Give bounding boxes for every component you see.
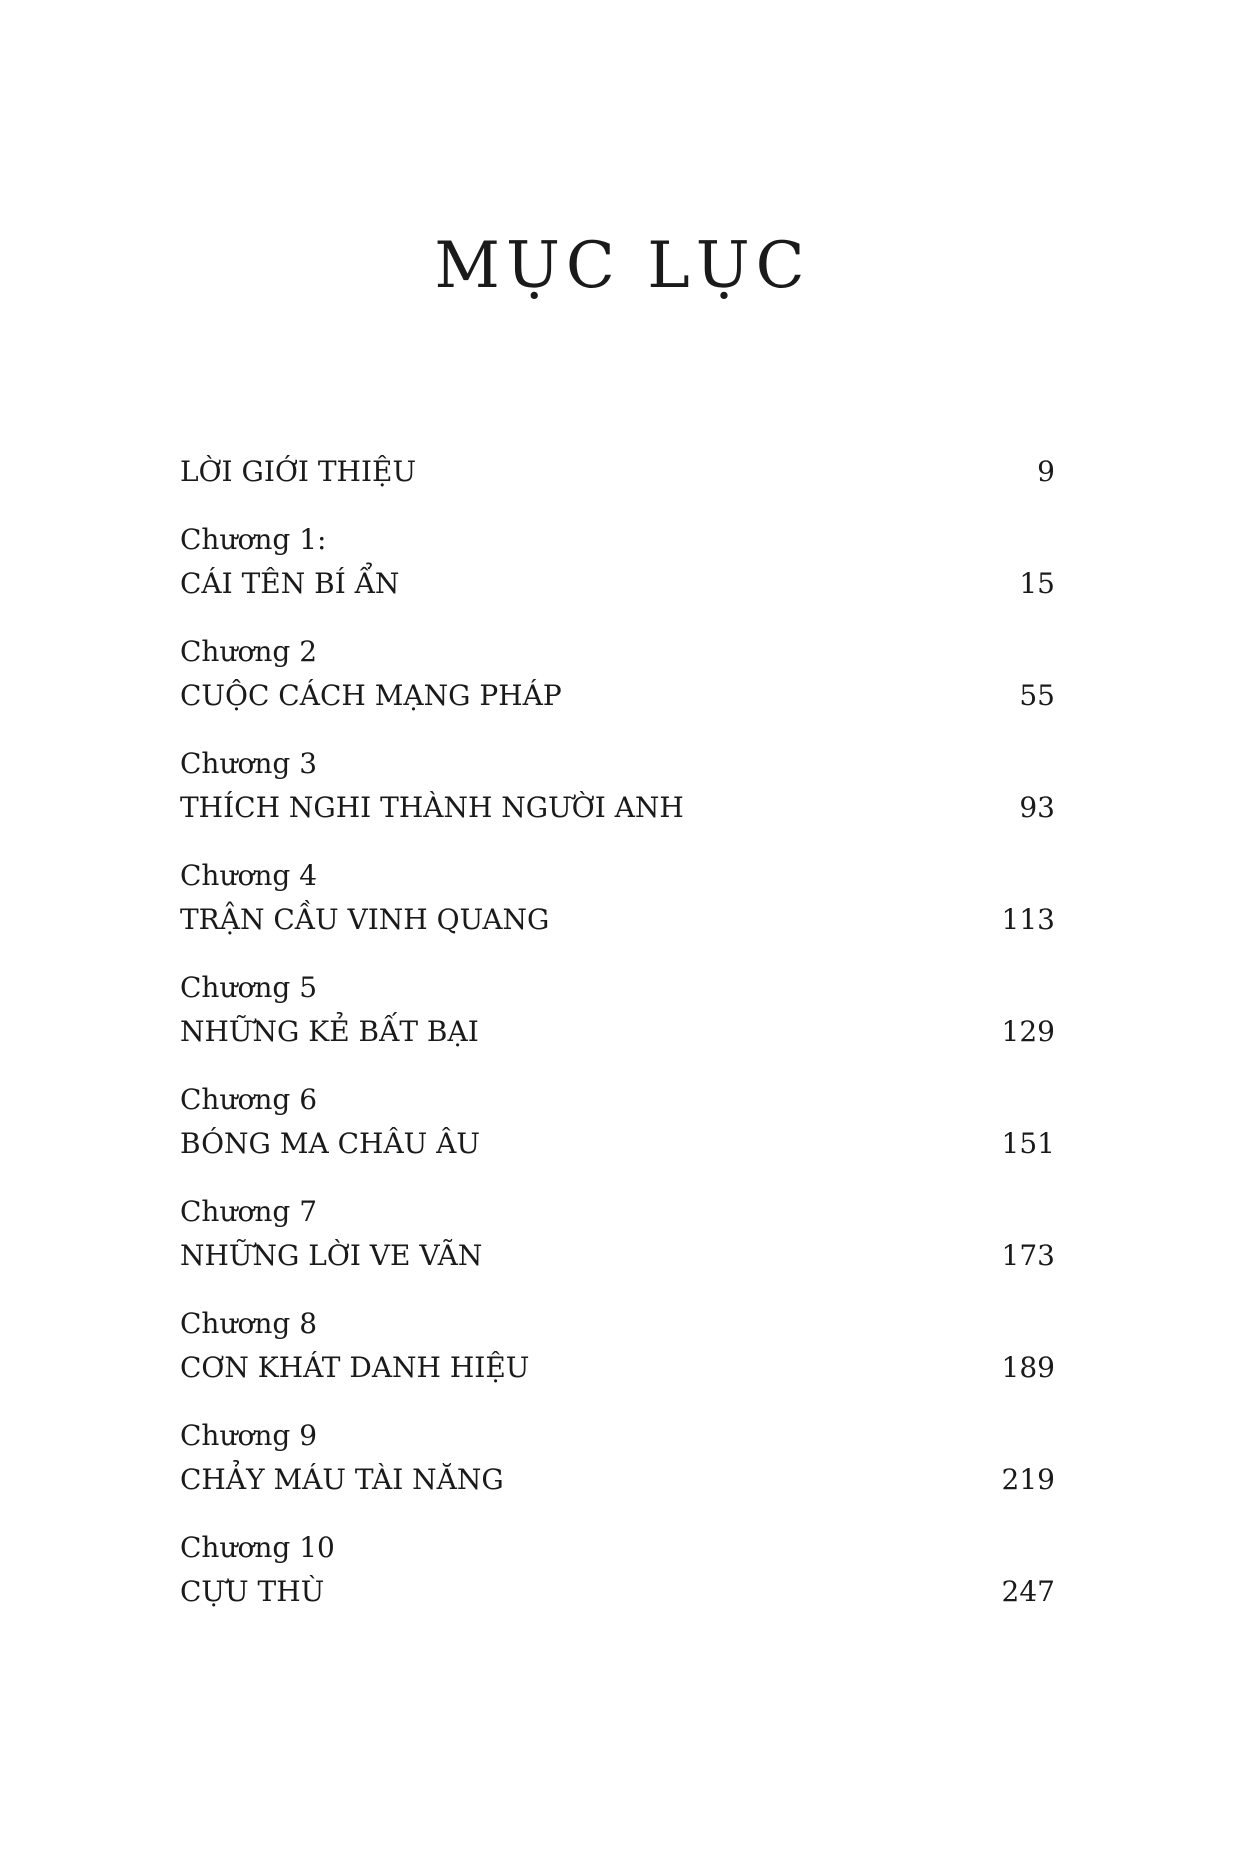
chapter-page: 15 [1019, 567, 1055, 600]
chapter-page: 113 [1001, 903, 1055, 936]
chapter-label: Chương 10 [180, 1531, 335, 1564]
chapter-page: 129 [1001, 1015, 1055, 1048]
toc-entry-chapter-7[interactable] [180, 1190, 1055, 1278]
chapter-title: THÍCH NGHI THÀNH NGƯỜI ANH [180, 791, 684, 824]
chapter-label: Chương 4 [180, 859, 318, 892]
chapter-page: 247 [1001, 1575, 1055, 1608]
chapter-title: CƠN KHÁT DANH HIỆU [180, 1351, 530, 1384]
toc-entry-chapter-6[interactable] [180, 1078, 1055, 1166]
chapter-page: 93 [1019, 791, 1055, 824]
chapter-page: 219 [1001, 1463, 1055, 1496]
chapter-label: Chương 2 [180, 635, 318, 668]
chapter-label: Chương 6 [180, 1083, 318, 1116]
chapter-title: NHỮNG LỜI VE VÃN [180, 1239, 483, 1272]
toc-entry-chapter-4[interactable] [180, 854, 1055, 942]
page-title: MỤC LỤC [434, 229, 811, 303]
chapter-title: BÓNG MA CHÂU ÂU [180, 1127, 480, 1160]
chapter-label: Chương 3 [180, 747, 318, 780]
chapter-title: CỰU THÙ [180, 1575, 325, 1608]
chapter-title: CUỘC CÁCH MẠNG PHÁP [180, 679, 562, 712]
toc-entry-title: LỜI GIỚI THIỆU [180, 455, 417, 488]
chapter-page: 173 [1001, 1239, 1055, 1272]
table-of-contents [180, 450, 1055, 1638]
chapter-label: Chương 1: [180, 523, 327, 556]
toc-entry-chapter-5[interactable] [180, 966, 1055, 1054]
chapter-page: 55 [1019, 679, 1055, 712]
chapter-title: NHỮNG KẺ BẤT BẠI [180, 1015, 479, 1048]
chapter-label: Chương 8 [180, 1307, 318, 1340]
toc-entry-chapter-1[interactable] [180, 518, 1055, 606]
toc-entry-chapter-3[interactable] [180, 742, 1055, 830]
toc-entry-chapter-2[interactable] [180, 630, 1055, 718]
chapter-title: CÁI TÊN BÍ ẨN [180, 567, 400, 600]
chapter-label: Chương 5 [180, 971, 318, 1004]
toc-entry-intro[interactable] [180, 450, 1055, 494]
chapter-label: Chương 7 [180, 1195, 318, 1228]
toc-entry-chapter-10[interactable] [180, 1526, 1055, 1614]
toc-entry-chapter-8[interactable] [180, 1302, 1055, 1390]
chapter-page: 151 [1001, 1127, 1055, 1160]
chapter-title: CHẢY MÁU TÀI NĂNG [180, 1463, 504, 1496]
toc-entry-page: 9 [1037, 455, 1055, 488]
toc-entry-chapter-9[interactable] [180, 1414, 1055, 1502]
chapter-page: 189 [1001, 1351, 1055, 1384]
chapter-title: TRẬN CẦU VINH QUANG [180, 903, 550, 936]
chapter-label: Chương 9 [180, 1419, 318, 1452]
